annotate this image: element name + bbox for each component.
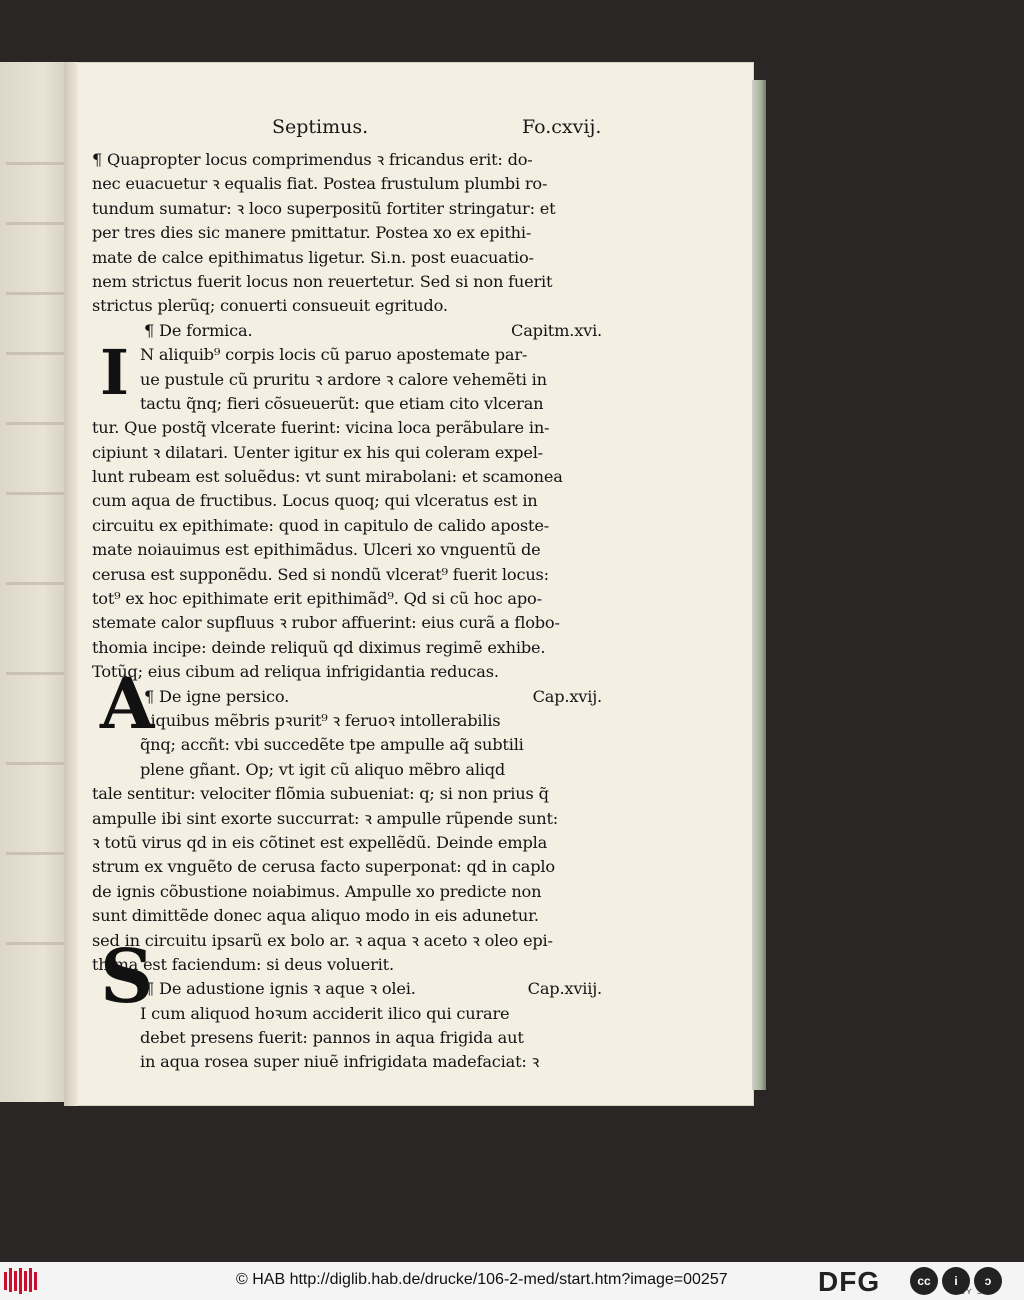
text-line: thima est faciendum: si deus voluerit. xyxy=(92,954,394,974)
text-line: nec euacuetur ꝛ equalis fiat. Postea frustulum plumbi ro- xyxy=(92,174,548,194)
text-line: in aqua rosea super niuẽ infrigidata madefaciat: ꝛ xyxy=(140,1052,540,1072)
text-line: tundum sumatur: ꝛ loco superpositũ fortiter stringatur: et xyxy=(92,198,556,218)
chapter-number: Cap.xviij. xyxy=(527,979,602,999)
by-icon: i xyxy=(942,1267,970,1295)
section-heading-adustione xyxy=(92,977,632,1001)
drop-cap-i: I xyxy=(100,336,130,409)
text-line: cipiunt ꝛ dilatari. Uenter igitur ex his qui coleram expel- xyxy=(92,442,543,462)
text-line: lunt rubeam est soluẽdus: vt sunt mirabolani: et scamonea xyxy=(92,467,563,487)
previous-page-edge xyxy=(0,62,72,1102)
text-line: plene gñant. Op; vt igit cũ aliquo mẽbro aliqd xyxy=(140,759,506,779)
text-line: tactu q̃nq; fieri cõsueuerũt: que etiam cito vlceran xyxy=(140,393,544,413)
cc-icon: cc xyxy=(910,1267,938,1295)
license-label: BY SA xyxy=(960,1289,991,1296)
text-line: Totũq; eius cibum ad reliqua infrigidantia reducas. xyxy=(92,662,499,682)
text-line: cerusa est supponẽdu. Sed si nondũ vlcerat⁹ fuerit locus: xyxy=(92,564,549,584)
text-line: de ignis cõbustione noiabimus. Ampulle xo predicte non xyxy=(92,881,542,901)
section-title: ¶ De igne persico. xyxy=(144,686,290,706)
dfg-logo: DFG xyxy=(818,1266,881,1297)
text-line: stemate calor supfluus ꝛ rubor affuerint: eius curã a flobo- xyxy=(92,613,560,633)
text-line: sed in circuitu ipsarũ ex bolo ar. ꝛ aqua ꝛ aceto ꝛ oleo epi- xyxy=(92,930,553,950)
drop-cap-s: S xyxy=(100,934,154,1020)
text-line: per tres dies sic manere pmittatur. Postea xo ex epithi- xyxy=(92,223,532,243)
text-line: circuitu ex epithimate: quod in capitulo de calido aposte- xyxy=(92,515,549,535)
running-head-left: Septimus. xyxy=(272,116,369,138)
text-line: ampulle ibi sint exorte succurrat: ꝛ ampulle rũpende sunt: xyxy=(92,808,559,828)
text-line: I cum aliquod hoꝛum acciderit ilico qui curare xyxy=(140,1003,510,1023)
text-line: tale sentitur: velociter flõmia subueniat: q; si non prius q̃ xyxy=(92,784,549,804)
text-line: strictus plerũq; conuerti consueuit egritudo. xyxy=(92,296,448,316)
text-line: mate noiauimus est epithimãdus. Ulceri xo vnguentũ de xyxy=(92,540,541,560)
text-line: q̃nq; accñt: vbi succedẽte tpe ampulle aq̃ subtili xyxy=(140,735,524,755)
text-line: tur. Que postq̃ vlcerate fuerint: vicina loca perãbulare in- xyxy=(92,418,550,438)
section-heading-formica xyxy=(92,319,632,343)
copyright-link[interactable]: © HAB http://diglib.hab.de/drucke/106-2-med/start.htm?image=00257 xyxy=(236,1271,728,1288)
sa-icon: ↄ xyxy=(974,1267,1002,1295)
text-line: mate de calce epithimatus ligetur. Si.n. post euacuatio- xyxy=(92,247,534,267)
section-heading-igne-persico xyxy=(92,685,632,709)
text-line: tot⁹ ex hoc epithimate erit epithimãd⁹. Qd si cũ hoc apo- xyxy=(92,589,542,609)
chapter-number: Capitm.xvi. xyxy=(511,320,602,340)
text-line: Liquibus mẽbris pꝛurit⁹ ꝛ feruoꝛ intollerabilis xyxy=(140,710,501,730)
page-edge xyxy=(752,80,766,1090)
section-title: ¶ De formica. xyxy=(144,320,253,340)
text-line: sunt dimittẽde donec aqua aliquo modo in eis adunetur. xyxy=(92,906,539,926)
chapter-number: Cap.xvij. xyxy=(532,686,602,706)
hab-logo-icon xyxy=(4,1268,42,1294)
drop-cap-a: A xyxy=(100,662,155,745)
text-line: cum aqua de fructibus. Locus quoq; qui vlceratus est in xyxy=(92,491,538,511)
text-block xyxy=(92,148,632,1075)
section-title: ¶ De adustione ignis ꝛ aque ꝛ olei. xyxy=(144,979,416,999)
text-line: ¶ Quapropter locus comprimendus ꝛ fricandus erit: do- xyxy=(92,150,533,169)
text-line: N aliquib⁹ corpis locis cũ paruo apostemate par- xyxy=(140,345,528,365)
text-line: nem strictus fuerit locus non reuertetur. Sed si non fuerit xyxy=(92,271,553,291)
text-line: ue pustule cũ pruritu ꝛ ardore ꝛ calore vehemẽti in xyxy=(140,369,547,389)
text-line: debet presens fuerit: pannos in aqua frigida aut xyxy=(140,1028,524,1048)
page-gutter xyxy=(64,62,78,1106)
text-line: strum ex vnguẽto de cerusa facto superponat: qd in caplo xyxy=(92,857,555,877)
footer-bar xyxy=(0,1262,1024,1300)
text-line: thomia incipe: deinde reliquũ qd diximus regimẽ exhibe. xyxy=(92,637,546,657)
folio-number: Fo.cxvij. xyxy=(522,116,602,138)
text-line: ꝛ totũ virus qd in eis cõtinet est expellẽdũ. Deinde empla xyxy=(92,832,548,852)
